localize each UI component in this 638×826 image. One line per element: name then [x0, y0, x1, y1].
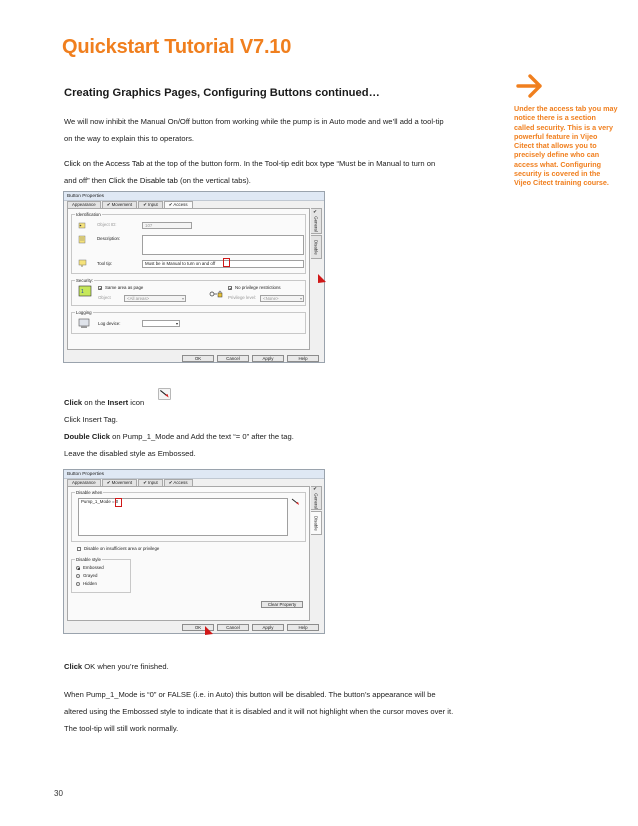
tab-access[interactable]: ✔ Access [164, 201, 193, 208]
area-select[interactable]: <All areas> ▾ [124, 295, 186, 302]
svg-text:1: 1 [81, 289, 84, 295]
vertical-tabs [311, 486, 322, 536]
vertical-tabs [311, 208, 322, 260]
step-click-insert: Click on the Insert icon [64, 398, 145, 407]
ok-button[interactable]: OK [182, 624, 214, 631]
log-device-label: Log device: [98, 321, 121, 326]
cancel-button[interactable]: Cancel [217, 355, 249, 362]
style-embossed-radio[interactable] [76, 566, 80, 570]
group-label: Disable style [76, 557, 101, 562]
apply-button[interactable]: Apply [252, 355, 284, 362]
disable-tab-body [67, 486, 310, 621]
tab-input[interactable]: ✔ Input [138, 201, 163, 208]
step-insert-tag: Click Insert Tag. [64, 415, 118, 424]
chevron-down-icon: ▾ [175, 321, 178, 326]
description-icon [78, 235, 87, 244]
vtab-disable[interactable]: Disable [311, 511, 322, 535]
privilege-select[interactable]: <None> ▾ [260, 295, 304, 302]
no-privilege-label: No privilege restrictions [235, 285, 281, 290]
pointer-marker-icon [317, 274, 327, 284]
apply-button[interactable]: Apply [252, 624, 284, 631]
no-privilege-checkbox[interactable]: ✔ [229, 286, 233, 291]
disable-style-group [71, 559, 131, 593]
arrow-right-icon [516, 74, 544, 98]
cancel-button[interactable]: Cancel [217, 624, 249, 631]
vtab-general[interactable]: ✔ General [311, 208, 322, 234]
tab-movement[interactable]: ✔ Movement [102, 479, 137, 486]
vtab-disable[interactable]: Disable [311, 235, 322, 259]
tab-access[interactable]: ✔ Access [164, 479, 193, 486]
text-cursor-marker [223, 258, 230, 267]
security-area-icon [78, 285, 92, 297]
description-field[interactable] [142, 235, 304, 255]
access-tab-paragraph: Click on the Access Tab at the top of the button form. In the Tool-tip edit box type “Must be in Manual to turn on and off” then Click the Disable tab (on the vertical tabs). [64, 159, 436, 185]
intro-paragraph: We will now inhibit the Manual On/Off button from working while the pump is in Auto mode and we’ll add a tool-tip on the way to explain this to operators. [64, 117, 444, 143]
key-lock-icon [209, 289, 223, 299]
text-cursor-marker [115, 498, 122, 507]
section-heading: Creating Graphics Pages, Configuring Buttons continued… [64, 87, 380, 99]
same-area-checkbox[interactable]: ✔ [99, 286, 103, 291]
vtab-general[interactable]: ✔ General [311, 486, 322, 510]
tab-appearance[interactable]: Appearance [67, 201, 101, 208]
tag-icon [78, 221, 87, 230]
disable-when-field[interactable]: Pump_1_Mode = 0 [78, 498, 288, 536]
dialog-title: Button Properties [64, 192, 324, 201]
button-properties-dialog-disable [63, 469, 325, 634]
security-group [71, 280, 306, 306]
tab-appearance[interactable]: Appearance [67, 479, 101, 486]
log-device-icon [78, 318, 90, 329]
insert-icon[interactable] [291, 498, 301, 507]
group-label: Identification [76, 212, 101, 217]
style-grayed-label: Grayed [83, 573, 98, 578]
dialog-title: Button Properties [64, 470, 324, 479]
group-label: Disable when [76, 490, 103, 495]
final-paragraph: When Pump_1_Mode is “0” or FALSE (i.e. in Auto) this button will be disabled. The button’s appearance will be altered using the Embossed style to indicate that it is disabled and it will not highlight when the cursor moves over it. The tool-tip will still work normally. [64, 690, 454, 733]
group-label: Logging [76, 310, 92, 315]
chevron-down-icon: ▾ [181, 296, 184, 301]
help-button[interactable]: Help [287, 624, 319, 631]
privilege-level-label: Privilege level: [228, 295, 257, 300]
tab-input[interactable]: ✔ Input [138, 479, 163, 486]
identification-group [71, 214, 306, 274]
step-click-ok: Click OK when you’re finished. [64, 662, 169, 671]
tooltip-icon [78, 259, 88, 268]
tab-strip [67, 201, 194, 208]
object-id-field[interactable]: 107 [142, 222, 192, 229]
logging-group [71, 312, 306, 334]
style-embossed-label: Embossed [83, 565, 104, 570]
tab-movement[interactable]: ✔ Movement [102, 201, 137, 208]
style-grayed-radio[interactable] [76, 574, 80, 578]
insert-icon [158, 388, 171, 400]
group-label: Security: [76, 278, 94, 283]
object-label: Object [98, 295, 111, 300]
clear-property-button[interactable]: Clear Property [261, 601, 303, 608]
chevron-down-icon: ▾ [299, 296, 302, 301]
same-area-label: Same area as page [105, 285, 144, 290]
access-tab-body [67, 208, 310, 350]
button-properties-dialog-access [63, 191, 325, 363]
style-hidden-radio[interactable] [76, 582, 80, 586]
disable-when-group [71, 492, 306, 542]
tooltip-label: Tool tip: [97, 261, 113, 266]
ok-button[interactable]: OK [182, 355, 214, 362]
page-number: 30 [54, 789, 63, 798]
sidebar-note: Under the access tab you may notice there is a section called security. This is a very powerful feature in Vijeo Citect that allows you to precisely define who can access what. Configuring security is covered in the Vijeo Citect training course. [514, 104, 618, 188]
insufficient-privilege-checkbox[interactable] [77, 547, 81, 551]
description-label: Description: [97, 236, 121, 241]
style-hidden-label: Hidden [83, 581, 97, 586]
log-device-select[interactable] [142, 320, 180, 327]
tooltip-field[interactable]: Must be in Manual to turn on and off [142, 260, 304, 268]
insufficient-privilege-label: Disable on insufficient area or privilege [84, 546, 160, 551]
step-disabled-style: Leave the disabled style as Embossed. [64, 449, 196, 458]
document-title: Quickstart Tutorial V7.10 [62, 36, 292, 58]
step-double-click: Double Click on Pump_1_Mode and Add the text “= 0” after the tag. [64, 432, 294, 441]
pointer-marker-icon [204, 626, 214, 636]
object-id-label: Object ID: [97, 222, 117, 227]
tab-strip [67, 479, 194, 486]
help-button[interactable]: Help [287, 355, 319, 362]
